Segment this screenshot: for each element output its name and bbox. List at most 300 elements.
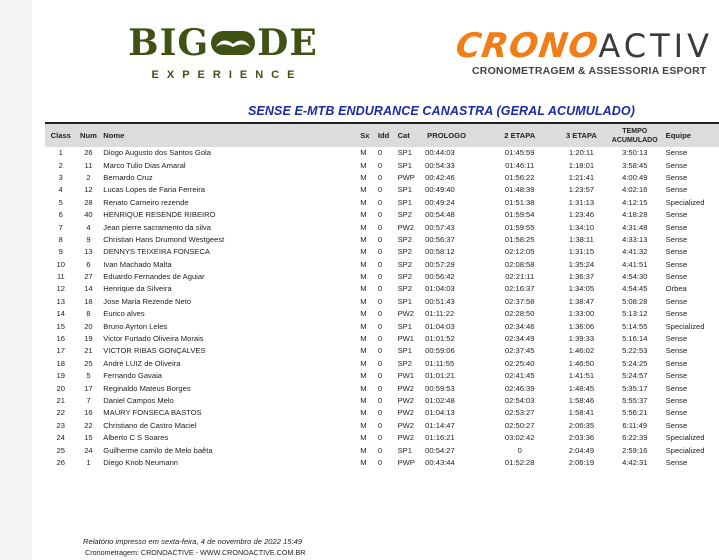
cell-sx: M	[360, 445, 367, 455]
cell-prologo: 00:42:46	[425, 172, 455, 182]
cell-num: 40	[84, 210, 93, 220]
cell-cat: PW2	[397, 309, 415, 319]
table-row	[45, 457, 719, 469]
cell-num: 18	[84, 296, 93, 306]
cell-class: 7	[58, 222, 63, 232]
cell-idd: 0	[377, 408, 383, 418]
cell-num: 22	[84, 420, 93, 430]
cell-idd: 0	[377, 160, 383, 170]
cell-sx: M	[360, 148, 367, 158]
table-row	[45, 370, 719, 382]
cell-etapa3: 1:20:11	[569, 148, 594, 158]
cell-sx: M	[360, 309, 367, 319]
cell-tempo-acumulado: 4:33:13	[622, 234, 648, 244]
cell-prologo: 00:54:27	[425, 445, 455, 455]
cell-name: Jean pierre sacramento da silva	[103, 222, 211, 232]
cell-name: Ivan Machado Malta	[103, 259, 172, 269]
cell-num: 26	[84, 148, 93, 158]
cell-etapa2: 02:34:49	[504, 334, 535, 344]
cell-cat: SP1	[397, 321, 412, 331]
cell-name: Eduardo Fernandes de Aguiar	[103, 272, 205, 282]
table-row	[45, 184, 719, 196]
report-footer	[83, 537, 305, 557]
left-gutter	[0, 0, 32, 560]
cell-cat: PW1	[397, 371, 415, 381]
cell-cat: PW1	[397, 334, 415, 344]
cell-name: Renato Carneiro rezende	[103, 197, 189, 207]
cell-num: 16	[84, 408, 93, 418]
table-row	[45, 296, 719, 308]
cell-class: 24	[56, 433, 65, 443]
cell-class: 20	[56, 383, 65, 393]
cell-num: 9	[86, 234, 91, 244]
cell-num: 20	[84, 321, 93, 331]
cell-prologo: 00:51:43	[425, 296, 455, 306]
cell-etapa3: 1:38:11	[569, 234, 594, 244]
cell-prologo: 00:58:12	[425, 247, 455, 257]
cell-class: 2	[58, 160, 63, 170]
cell-idd: 0	[377, 396, 383, 405]
cell-equipe: Specialized	[665, 197, 705, 207]
cell-cat: PW2	[397, 420, 415, 430]
cell-name: Diogo Augusto dos Santos Gola	[103, 148, 211, 158]
cell-sx: M	[360, 160, 367, 170]
cell-sx: M	[360, 185, 367, 195]
cell-etapa3: 1:23:57	[568, 185, 595, 195]
cell-cat: SP2	[397, 247, 412, 257]
cell-cat: PW2	[397, 433, 415, 443]
cell-idd: 0	[377, 148, 383, 158]
table-row	[45, 345, 719, 357]
cell-equipe: Sense	[665, 396, 688, 405]
cell-prologo: 01:16:21	[425, 433, 455, 443]
cell-name: Diego Knob Neumann	[103, 457, 179, 467]
cell-prologo: 00:54:33	[425, 160, 455, 170]
cell-tempo-acumulado: 5:55:37	[622, 396, 648, 405]
cell-etapa3: 1:46:02	[568, 346, 595, 356]
cell-etapa2: 01:59:54	[504, 210, 535, 220]
cell-equipe: Sense	[665, 210, 688, 220]
cell-etapa2: 01:56:22	[504, 172, 535, 182]
cell-num: 27	[84, 272, 93, 282]
table-row	[45, 358, 719, 370]
cell-etapa3: 1:31:15	[568, 247, 595, 257]
cell-num: 2	[86, 172, 91, 182]
cell-tempo-acumulado: 5:24:25	[622, 358, 648, 368]
cell-num: 19	[84, 334, 93, 344]
cell-class: 19	[56, 371, 65, 381]
cell-idd: 0	[377, 234, 383, 244]
cell-num: 7	[86, 396, 91, 405]
cronoactive-wordmark	[453, 26, 719, 66]
cell-tempo-acumulado: 5:24:57	[622, 371, 648, 381]
cell-equipe: Sense	[665, 296, 688, 306]
cell-num: 1	[86, 457, 91, 467]
cell-etapa3: 1:31:13	[568, 197, 595, 207]
cell-etapa3: 1:23:46	[568, 210, 595, 220]
cell-cat: PW2	[397, 396, 415, 405]
cell-cat: SP1	[397, 160, 412, 170]
bigode-wordmark	[123, 22, 323, 64]
cell-etapa2: 02:46:39	[504, 383, 535, 393]
tempo-line2: ACUMULADO	[611, 136, 658, 144]
table-row	[45, 308, 719, 320]
cell-tempo-acumulado: 4:31:48	[622, 222, 648, 232]
cell-equipe: Sense	[665, 172, 688, 182]
cell-equipe: Sense	[665, 309, 688, 319]
cell-num: 14	[84, 284, 93, 294]
cell-tempo-acumulado: 4:18:28	[622, 210, 648, 220]
cell-num: 11	[84, 160, 93, 170]
table-row	[45, 420, 719, 432]
cell-name: Henrique da Silveira	[103, 284, 172, 294]
cell-idd: 0	[377, 334, 383, 344]
cell-etapa2: 01:51:38	[504, 197, 535, 207]
bigode-word-part1: BIG	[128, 22, 210, 64]
timing-credit: Cronometragem: CRONOACTIVE - WWW.CRONOACTIVE.COM.BR	[85, 548, 306, 557]
cell-class: 21	[56, 396, 65, 405]
col-header-prologo: PROLOGO	[427, 131, 466, 140]
cell-sx: M	[360, 172, 367, 182]
table-row	[45, 172, 719, 184]
mustache-icon	[210, 30, 256, 56]
col-header-name: Nome	[103, 131, 125, 140]
cell-idd: 0	[377, 222, 383, 232]
cell-idd: 0	[377, 272, 383, 282]
cell-tempo-acumulado: 5:22:53	[622, 346, 648, 356]
cell-idd: 0	[377, 383, 383, 393]
cell-prologo: 00:57:43	[425, 222, 455, 232]
cell-prologo: 01:04:03	[425, 284, 455, 294]
cell-equipe: Sense	[665, 234, 688, 244]
cell-etapa3: 1:41:51	[568, 371, 595, 381]
cell-class: 18	[56, 358, 65, 368]
bigode-logo	[123, 22, 323, 81]
col-header-idd: Idd	[377, 131, 390, 140]
cell-cat: SP1	[397, 346, 412, 356]
cell-equipe: Sense	[665, 247, 688, 257]
cell-etapa2: 02:21:11	[505, 272, 535, 282]
cell-prologo: 00:56:37	[425, 234, 455, 244]
cell-etapa2: 02:54:03	[504, 396, 535, 405]
bigode-subtitle: EXPERIENCE	[151, 69, 303, 81]
cell-tempo-acumulado: 5:16:14	[622, 334, 648, 344]
cell-prologo: 00:44:03	[425, 148, 455, 158]
cell-cat: PW2	[397, 383, 415, 393]
cell-class: 9	[58, 247, 63, 257]
cell-name: Bernardo Cruz	[103, 172, 153, 182]
cell-prologo: 01:04:03	[425, 321, 455, 331]
cell-tempo-acumulado: 4:02:16	[622, 185, 648, 195]
cell-etapa2: 02:28:50	[504, 309, 535, 319]
col-header-etapa3: 3 ETAPA	[565, 131, 597, 140]
cell-idd: 0	[377, 259, 383, 269]
cell-equipe: Sense	[665, 408, 688, 418]
cell-name: Guilherme camilo de Melo baêta	[103, 445, 213, 455]
cell-etapa2: 02:08:58	[504, 259, 535, 269]
table-row	[45, 444, 719, 456]
cell-class: 22	[56, 408, 65, 418]
table-header-row	[45, 123, 719, 147]
cell-cat: SP1	[397, 185, 412, 195]
cell-etapa3: 2:06:19	[568, 457, 595, 467]
cell-etapa3: 1:58:41	[568, 408, 595, 418]
cell-etapa2: 02:53:27	[504, 408, 535, 418]
cell-etapa3: 2:03:36	[568, 433, 595, 443]
cell-class: 5	[58, 197, 63, 207]
cell-etapa2: 02:16:37	[504, 284, 535, 294]
cell-sx: M	[360, 346, 367, 356]
cell-sx: M	[360, 247, 367, 257]
cell-name: HENRIQUE RESENDE RIBEIRO	[103, 210, 216, 220]
col-header-cat: Cat	[397, 131, 410, 140]
cell-sx: M	[360, 371, 367, 381]
cell-sx: M	[360, 457, 367, 467]
table-body	[45, 147, 719, 469]
cell-etapa3: 1:48:45	[568, 383, 595, 393]
cell-tempo-acumulado: 3:58:45	[622, 160, 648, 170]
cell-etapa2: 02:34:46	[504, 321, 535, 331]
cell-etapa3: 1:46:50	[568, 358, 595, 368]
cell-etapa3: 1:39:33	[568, 334, 595, 344]
cell-num: 13	[84, 247, 93, 257]
cell-name: André LUIZ de Oliveira	[103, 358, 181, 368]
cell-idd: 0	[377, 172, 383, 182]
col-header-equipe: Equipe	[665, 131, 691, 140]
cell-equipe: Sense	[665, 383, 688, 393]
cell-equipe: Sense	[665, 259, 688, 269]
cell-etapa3: 1:35:24	[568, 259, 595, 269]
table-row	[45, 197, 719, 209]
cell-idd: 0	[377, 457, 383, 467]
cell-etapa2: 01:48:39	[504, 185, 535, 195]
table-row	[45, 159, 719, 171]
cell-prologo: 01:01:21	[425, 371, 455, 381]
cell-idd: 0	[377, 210, 383, 220]
cell-name: Alberto C S Soares	[103, 433, 169, 443]
cell-name: Lucas Lopes de Faria Ferreira	[103, 185, 206, 195]
cell-name: Fernando Gavaia	[103, 371, 162, 381]
cell-equipe: Sense	[665, 358, 688, 368]
cell-name: VICTOR RIBAS GONÇALVES	[103, 346, 206, 356]
col-header-class: Class	[50, 131, 71, 140]
cell-cat: PWP	[397, 457, 415, 467]
cell-name: Bruno Ayrton Leles	[103, 321, 168, 331]
cell-class: 23	[56, 420, 65, 430]
cell-name: Christiano de Castro Maciel	[103, 420, 197, 430]
table-row	[45, 271, 719, 283]
cell-sx: M	[360, 259, 367, 269]
table-row	[45, 432, 719, 444]
cell-cat: SP1	[397, 445, 412, 455]
cell-cat: SP2	[397, 272, 412, 282]
cell-sx: M	[360, 396, 367, 405]
table-row	[45, 246, 719, 258]
cell-etapa2: 03:02:42	[504, 433, 535, 443]
cell-class: 16	[56, 334, 65, 344]
cell-idd: 0	[377, 247, 383, 257]
cell-tempo-acumulado: 4:12:15	[622, 197, 648, 207]
col-header-sx: Sx	[360, 131, 370, 140]
cell-etapa2: 02:37:58	[504, 296, 535, 306]
cell-equipe: Sense	[665, 371, 688, 381]
cell-etapa3: 1:34:05	[568, 284, 595, 294]
cell-prologo: 01:02:48	[425, 396, 455, 405]
cell-sx: M	[360, 420, 367, 430]
cell-equipe: Specialized	[665, 321, 705, 331]
cell-tempo-acumulado: 4:54:30	[622, 272, 648, 282]
cell-name: Jose Maria Rezende Neto	[103, 296, 192, 306]
cell-num: 24	[84, 445, 93, 455]
cell-num: 12	[84, 185, 93, 195]
cell-equipe: Specialized	[665, 445, 705, 455]
table-row	[45, 209, 719, 221]
cell-name: MAURY FONSECA BASTOS	[103, 408, 202, 418]
cell-prologo: 00:43:44	[425, 457, 455, 467]
cell-tempo-acumulado: 5:14:55	[622, 321, 648, 331]
cell-class: 26	[56, 457, 65, 467]
cell-sx: M	[360, 408, 367, 418]
cell-equipe: Sense	[665, 222, 688, 232]
cell-etapa3: 1:38:47	[568, 296, 595, 306]
cell-num: 21	[84, 346, 93, 356]
cell-tempo-acumulado: 4:41:32	[622, 247, 648, 257]
cell-tempo-acumulado: 5:13:12	[622, 309, 648, 319]
table-row	[45, 147, 719, 159]
cell-sx: M	[360, 222, 367, 232]
cell-class: 14	[56, 309, 65, 319]
cell-prologo: 00:57:29	[425, 259, 455, 269]
cell-sx: M	[360, 272, 367, 282]
cell-prologo: 01:11:55	[425, 358, 455, 368]
cell-idd: 0	[377, 185, 383, 195]
cell-class: 17	[56, 346, 65, 356]
cell-name: Christian Hans Drumond Westgeest	[103, 234, 225, 244]
report-title: SENSE E-MTB ENDURANCE CANASTRA (GERAL ACUMULADO)	[248, 104, 635, 118]
cell-etapa2: 02:37:45	[504, 346, 535, 356]
col-header-tempo-acumulado	[610, 123, 660, 147]
cell-idd: 0	[377, 358, 383, 368]
cell-equipe: Sense	[665, 420, 688, 430]
printed-timestamp: Relatório impresso em sexta-feira, 4 de novembro de 2022 15:49	[83, 537, 303, 546]
cell-etapa2: 01:59:55	[504, 222, 535, 232]
col-header-etapa2: 2 ETAPA	[504, 131, 536, 140]
cell-etapa2: 02:50:27	[504, 420, 535, 430]
cell-name: Eurico alves	[103, 309, 145, 319]
cell-etapa3: 1:36:37	[568, 272, 595, 282]
cell-class: 12	[56, 284, 65, 294]
cell-prologo: 00:56:42	[425, 272, 455, 282]
cell-equipe: Orbea	[665, 284, 687, 294]
table-row	[45, 234, 719, 246]
cell-tempo-acumulado: 6:11:49	[622, 420, 648, 430]
cell-idd: 0	[377, 321, 383, 331]
cronoactive-subtitle: CRONOMETRAGEM & ASSESSORIA ESPORT	[472, 65, 707, 77]
cell-class: 25	[56, 445, 65, 455]
cell-sx: M	[360, 383, 367, 393]
bigode-word-part2: DE	[257, 22, 318, 64]
cell-etapa3: 1:18:01	[568, 160, 595, 170]
cell-prologo: 00:59:53	[425, 383, 455, 393]
cell-tempo-acumulado: 4:41:51	[622, 259, 648, 269]
cell-idd: 0	[377, 371, 383, 381]
cell-class: 13	[56, 296, 65, 306]
cell-equipe: Sense	[665, 346, 688, 356]
results-table	[45, 122, 719, 469]
table-row	[45, 283, 719, 295]
cell-tempo-acumulado: 3:50:13	[622, 148, 648, 158]
cell-cat: SP1	[397, 197, 412, 207]
cell-equipe: Specialized	[665, 433, 705, 443]
cell-name: Marco Tulio Dias Amaral	[103, 160, 186, 170]
col-header-num: Num	[79, 131, 97, 140]
cell-etapa2: 0	[517, 445, 522, 455]
table-row	[45, 333, 719, 345]
cell-sx: M	[360, 234, 367, 244]
cell-prologo: 00:54:48	[425, 210, 455, 220]
cell-cat: SP1	[397, 148, 412, 158]
cell-num: 5	[86, 371, 91, 381]
cell-class: 1	[58, 148, 63, 158]
cell-equipe: Sense	[665, 457, 688, 467]
cell-cat: PW2	[397, 222, 415, 232]
table-row	[45, 382, 719, 394]
cell-class: 10	[56, 259, 65, 269]
cell-class: 4	[58, 185, 63, 195]
cell-class: 3	[58, 172, 63, 182]
cell-equipe: Sense	[665, 334, 688, 344]
cell-etapa2: 01:46:11	[505, 160, 535, 170]
cell-equipe: Sense	[665, 160, 688, 170]
cell-prologo: 01:01:52	[425, 334, 455, 344]
cell-cat: SP2	[397, 234, 412, 244]
table-row	[45, 320, 719, 332]
table-row	[45, 259, 719, 271]
cell-prologo: 00:59:06	[425, 346, 455, 356]
cell-sx: M	[360, 210, 367, 220]
cell-tempo-acumulado: 4:00:49	[622, 172, 648, 182]
cell-idd: 0	[377, 309, 383, 319]
cell-etapa3: 1:33:00	[568, 309, 595, 319]
cell-idd: 0	[377, 197, 383, 207]
tempo-line1: TEMPO	[622, 127, 648, 135]
cell-tempo-acumulado: 5:56:21	[622, 408, 648, 418]
cell-etapa3: 2:06:35	[568, 420, 595, 430]
cell-tempo-acumulado: 5:08:28	[622, 296, 648, 306]
table-row	[45, 221, 719, 233]
cell-equipe: Sense	[665, 272, 688, 282]
cell-cat: SP2	[397, 210, 412, 220]
cell-sx: M	[360, 433, 367, 443]
cell-class: 6	[58, 210, 63, 220]
cell-idd: 0	[377, 284, 383, 294]
cell-sx: M	[360, 334, 367, 344]
cell-sx: M	[360, 197, 367, 207]
cell-equipe: Sense	[665, 185, 688, 195]
cell-prologo: 00:49:24	[425, 197, 455, 207]
cell-equipe: Sense	[665, 148, 688, 158]
cell-cat: PWP	[397, 172, 415, 182]
cell-sx: M	[360, 284, 367, 294]
cell-cat: SP1	[397, 296, 412, 306]
cell-num: 6	[86, 259, 91, 269]
cell-etapa2: 02:25:40	[504, 358, 535, 368]
cell-etapa3: 1:34:10	[568, 222, 595, 232]
cell-etapa3: 1:58:46	[568, 396, 595, 405]
cell-num: 4	[86, 222, 91, 232]
cell-prologo: 01:11:22	[425, 309, 455, 319]
cell-etapa2: 02:12:05	[504, 247, 535, 257]
